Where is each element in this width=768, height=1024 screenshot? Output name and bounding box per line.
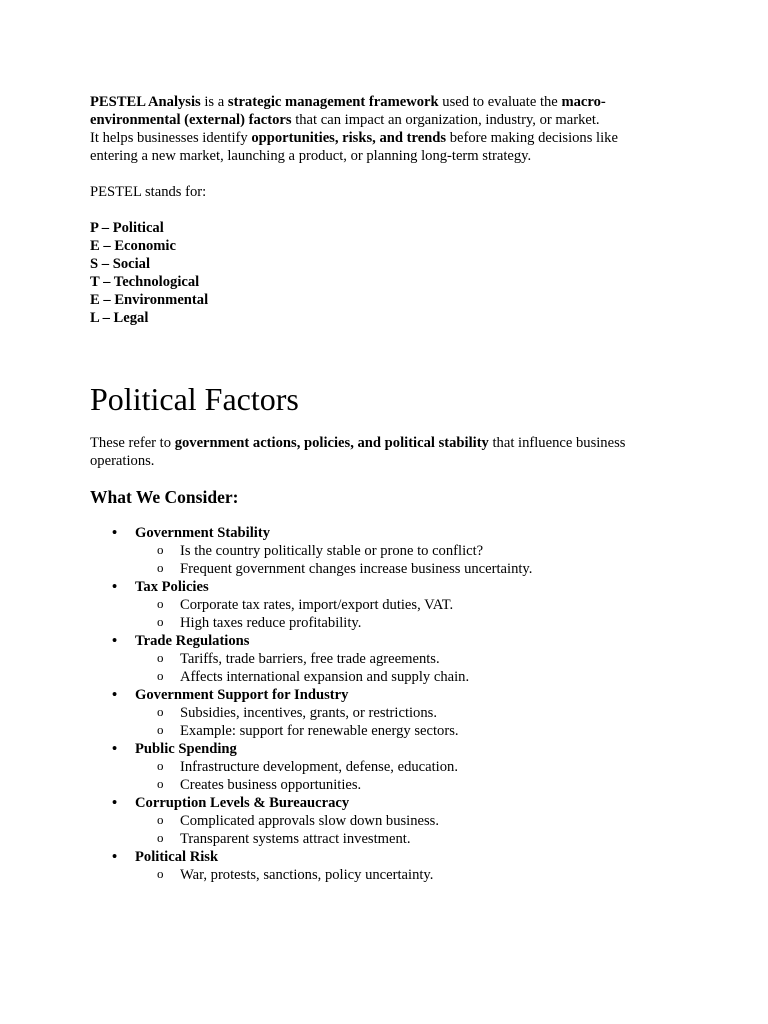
factor-title: Public Spending <box>135 741 237 757</box>
factor-sub-item <box>135 614 670 632</box>
section-description <box>90 434 670 470</box>
pestel-item: E – Economic <box>90 238 176 254</box>
intro-emphasis: macro- <box>561 94 606 110</box>
factor-title: Trade Regulations <box>135 633 250 649</box>
factor-sub-item <box>135 560 670 578</box>
factor-item <box>90 632 670 686</box>
factor-sub-text: Infrastructure development, defense, education. <box>180 759 458 775</box>
factor-sub-text: High taxes reduce profitability. <box>180 615 362 631</box>
factor-sub-text: Creates business opportunities. <box>180 777 362 793</box>
intro-line-1 <box>90 93 670 111</box>
desc-text: that influence business <box>488 435 626 451</box>
bullet-marker: • <box>112 579 118 595</box>
desc-text: operations. <box>90 453 155 469</box>
factor-sub-item <box>135 722 670 740</box>
factor-sub-item <box>135 704 670 722</box>
factor-item <box>90 794 670 848</box>
sub-bullet-marker: o <box>157 812 164 827</box>
sub-bullet-marker: o <box>157 866 164 881</box>
factor-sub-item <box>135 668 670 686</box>
intro-text: that can impact an organization, industry, or market. <box>291 112 600 128</box>
factor-sub-list <box>135 704 670 740</box>
intro-line-3 <box>90 129 670 147</box>
factor-title: Government Support for Industry <box>135 687 349 703</box>
factor-sub-item <box>135 650 670 668</box>
factor-item <box>90 578 670 632</box>
intro-term: PESTEL Analysis <box>90 94 201 110</box>
factor-sub-text: Corporate tax rates, import/export duties, VAT. <box>180 597 454 613</box>
intro-text: used to evaluate the <box>438 94 562 110</box>
factor-item <box>90 524 670 578</box>
sub-bullet-marker: o <box>157 596 164 611</box>
factor-title: Government Stability <box>135 525 270 541</box>
factor-sub-text: Affects international expansion and supply chain. <box>180 669 470 685</box>
factor-sub-text: War, protests, sanctions, policy uncertainty. <box>180 867 434 883</box>
desc-text: These refer to <box>90 435 175 451</box>
sub-bullet-marker: o <box>157 758 164 773</box>
consider-heading: What We Consider: <box>90 487 239 507</box>
factor-sub-item <box>135 812 670 830</box>
factor-item <box>90 686 670 740</box>
factor-sub-item <box>135 596 670 614</box>
intro-line-4: entering a new market, launching a product, or planning long-term strategy. <box>90 148 532 164</box>
sub-bullet-marker: o <box>157 650 164 665</box>
bullet-marker: • <box>112 795 118 811</box>
intro-paragraph <box>90 93 670 165</box>
desc-emphasis: government actions, policies, and political stability <box>174 435 489 451</box>
factor-sub-text: Transparent systems attract investment. <box>180 831 411 847</box>
factor-sub-text: Frequent government changes increase business uncertainty. <box>180 561 533 577</box>
intro-text: is a <box>200 94 228 110</box>
sub-bullet-marker: o <box>157 830 164 845</box>
factor-item <box>90 848 670 884</box>
factor-sub-list <box>135 596 670 632</box>
sub-bullet-marker: o <box>157 776 164 791</box>
factor-sub-text: Is the country politically stable or prone to conflict? <box>180 543 484 559</box>
factor-sub-item <box>135 866 670 884</box>
factor-sub-text: Tariffs, trade barriers, free trade agreements. <box>180 651 440 667</box>
intro-text: before making decisions like <box>446 130 618 146</box>
bullet-marker: • <box>112 633 118 649</box>
bullet-marker: • <box>112 687 118 703</box>
factor-sub-list <box>135 866 670 884</box>
factor-sub-list <box>135 542 670 578</box>
factor-list <box>90 524 670 884</box>
pestel-item: L – Legal <box>90 310 149 326</box>
bullet-marker: • <box>112 849 118 865</box>
bullet-marker: • <box>112 525 118 541</box>
factor-title: Tax Policies <box>135 579 209 595</box>
factor-sub-list <box>135 758 670 794</box>
factor-sub-text: Subsidies, incentives, grants, or restrictions. <box>180 705 437 721</box>
factor-sub-text: Example: support for renewable energy sectors. <box>180 723 459 739</box>
sub-bullet-marker: o <box>157 560 164 575</box>
intro-text: It helps businesses identify <box>90 130 252 146</box>
sub-bullet-marker: o <box>157 722 164 737</box>
intro-emphasis: strategic management framework <box>227 94 439 110</box>
factor-sub-item <box>135 542 670 560</box>
factor-title: Corruption Levels & Bureaucracy <box>135 795 350 811</box>
political-section <box>90 434 670 884</box>
factor-title: Political Risk <box>135 849 219 865</box>
pestel-item: P – Political <box>90 220 164 236</box>
sub-bullet-marker: o <box>157 704 164 719</box>
intro-line-2 <box>90 111 670 129</box>
factor-sub-list <box>135 650 670 686</box>
sub-bullet-marker: o <box>157 668 164 683</box>
factor-item <box>90 740 670 794</box>
factor-sub-text: Complicated approvals slow down business. <box>180 813 440 829</box>
pestel-item: E – Environmental <box>90 292 209 308</box>
intro-emphasis: opportunities, risks, and trends <box>251 130 447 146</box>
bullet-marker: • <box>112 741 118 757</box>
factor-sub-item <box>135 758 670 776</box>
pestel-item: T – Technological <box>90 274 200 290</box>
sub-bullet-marker: o <box>157 542 164 557</box>
factor-sub-list <box>135 812 670 848</box>
document-page <box>90 93 670 883</box>
factor-sub-item <box>135 830 670 848</box>
stands-for-label: PESTEL stands for: <box>90 184 207 200</box>
sub-bullet-marker: o <box>157 614 164 629</box>
section-heading: Political Factors <box>90 381 299 417</box>
intro-emphasis: environmental (external) factors <box>90 112 292 128</box>
pestel-item: S – Social <box>90 256 151 272</box>
pestel-list <box>90 219 670 327</box>
factor-sub-item <box>135 776 670 794</box>
